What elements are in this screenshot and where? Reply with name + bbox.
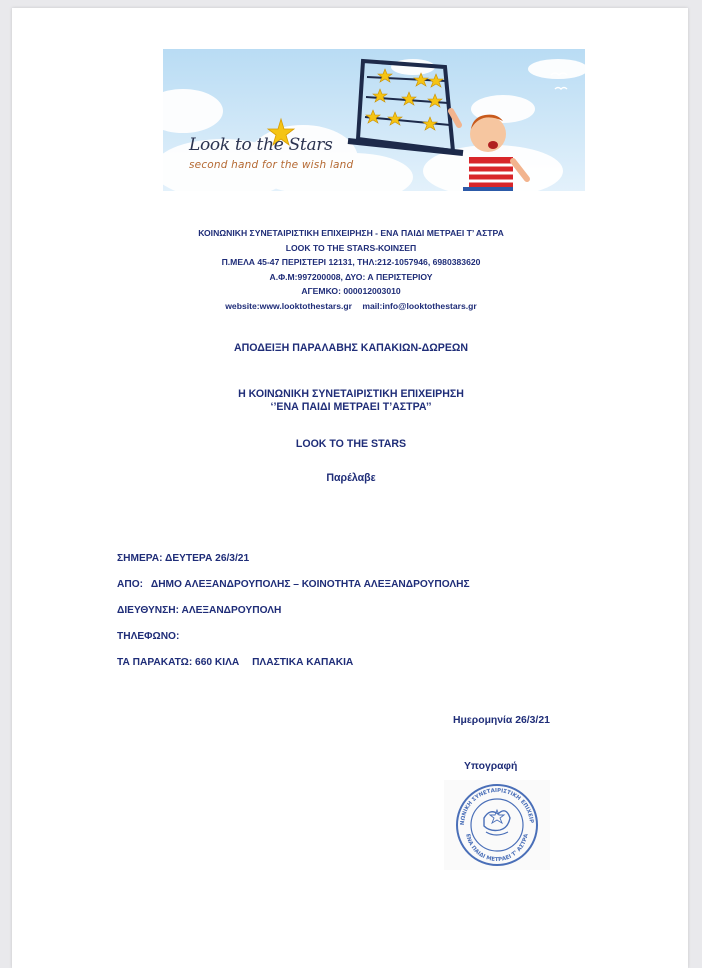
org-line-2: ‘’ΕΝΑ ΠΑΙΔΙ ΜΕΤΡΑΕΙ Τ’ΑΣΤΡΑ’’ [270,401,432,413]
email-text: mail:info@looktothestars.gr [362,300,477,311]
stamp-seal-icon [444,780,550,870]
items-value: ΠΛΑΣΤΙΚΑ ΚΑΠΑΚΙΑ [252,657,354,668]
header-line-5: ΑΓΕΜΚΟ: 000012003010 [301,286,401,296]
document-title: ΑΠΟΔΕΙΞΗ ΠΑΡΑΛΑΒΗΣ ΚΑΠΑΚΙΩΝ-ΔΩΡΕΩΝ [233,342,469,354]
field-address: ΔΙΕΥΘΥΝΣΗ: ΑΛΕΞΑΝΔΡΟΥΠΟΛΗ [117,605,282,616]
items-label: ΤΑ ΠΑΡΑΚΑΤΩ: 660 ΚΙΛΑ [117,657,240,668]
header-line-2: LOOK TO THE STARS-ΚΟΙΝΣΕΠ [285,242,417,253]
signature-label: Υπογραφή [464,761,518,772]
received-label: Παρέλαβε [326,472,376,484]
organization-block [0,388,702,414]
header-line-4: Α.Φ.Μ:997200008, ΔΥΟ: Α ΠΕΡΙΣΤΕΡΙΟΥ [269,271,433,282]
field-from [117,579,470,590]
company-stamp [444,780,550,870]
header-line-1: ΚΟΙΝΩΝΙΚΗ ΣΥΝΕΤΑΙΡΙΣΤΙΚΗ ΕΠΙΧΕΙΡΗΣΗ - ΕΝΑ ΠΑΙΔΙ ΜΕΤΡΑΕΙ Τ’ ΑΣΤΡΑ [198,228,504,238]
stamp-bottom-text: ΕΝΑ ΠΑΙΔΙ ΜΕΤΡΑΕΙ Τ’ ΑΣΤΡΑ [464,833,530,864]
logo-name: Look to the Stars [189,135,333,155]
from-value: ΔΗΜΟ ΑΛΕΞΑΝΔΡΟΥΠΟΛΗΣ – ΚΟΙΝΟΤΗΤΑ ΑΛΕΞΑΝΔΡΟΥΠΟΛΗΣ [150,579,470,590]
stamp-top-text: ΝΩΝΙΚΗ ΣΥΝΕΤΑΙΡΙΣΤΙΚΗ ΕΠΙΧΕΙΡ [459,787,534,826]
logo-banner [163,49,585,191]
field-today: ΣΗΜΕΡΑ: ΔΕΥΤΕΡΑ 26/3/21 [117,553,250,564]
org-line-1: Η ΚΟΙΝΩΝΙΚΗ ΣΥΝΕΤΑΙΡΙΣΤΙΚΗ ΕΠΙΧΕΙΡΗΣΗ [238,388,464,400]
header-web-line [0,299,702,314]
date-line: Ημερομηνία 26/3/21 [453,715,550,726]
field-items [117,657,353,668]
logo-tagline: second hand for the wish land [189,159,354,171]
from-label: ΑΠΟ: [117,579,144,590]
field-phone: ΤΗΛΕΦΩΝΟ: [117,631,180,642]
company-header [0,226,702,313]
website-text: website:www.looktothestars.gr [225,300,352,311]
header-line-3: Π.ΜΕΛΑ 45-47 ΠΕΡΙΣΤΕΡΙ 12131, ΤΗΛ:212-1057946, 6980383620 [221,257,481,267]
org-brand-line: LOOK TO THE STARS [295,438,407,450]
